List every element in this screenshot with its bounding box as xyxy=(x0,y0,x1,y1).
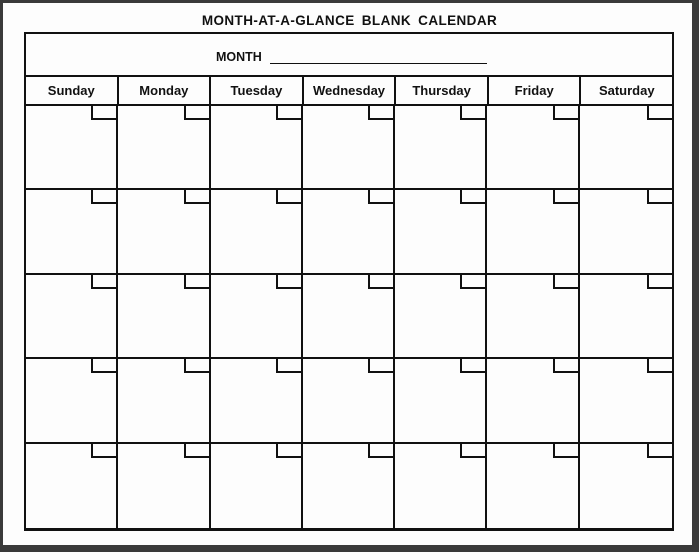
day-cell[interactable] xyxy=(118,444,210,528)
date-number-box[interactable] xyxy=(647,106,672,120)
day-cell[interactable] xyxy=(580,359,672,443)
date-number-box[interactable] xyxy=(647,359,672,373)
weekday-wednesday: Wednesday xyxy=(304,77,397,104)
date-number-box[interactable] xyxy=(276,190,301,204)
date-number-box[interactable] xyxy=(91,444,116,458)
day-cell[interactable] xyxy=(487,190,579,274)
month-label: MONTH xyxy=(216,50,262,64)
date-number-box[interactable] xyxy=(368,106,393,120)
date-number-box[interactable] xyxy=(553,359,578,373)
weekday-tuesday: Tuesday xyxy=(211,77,304,104)
day-cell[interactable] xyxy=(580,190,672,274)
day-cell[interactable] xyxy=(395,275,487,359)
date-number-box[interactable] xyxy=(647,444,672,458)
day-cell[interactable] xyxy=(26,190,118,274)
day-cell[interactable] xyxy=(118,359,210,443)
date-number-box[interactable] xyxy=(460,275,485,289)
date-number-box[interactable] xyxy=(368,359,393,373)
day-cell[interactable] xyxy=(580,444,672,528)
day-cell[interactable] xyxy=(395,190,487,274)
date-number-box[interactable] xyxy=(184,190,209,204)
day-grid xyxy=(26,106,672,528)
date-number-box[interactable] xyxy=(184,275,209,289)
day-cell[interactable] xyxy=(487,106,579,190)
date-number-box[interactable] xyxy=(553,190,578,204)
weekday-header-row xyxy=(26,77,672,106)
date-number-box[interactable] xyxy=(368,275,393,289)
day-cell[interactable] xyxy=(26,275,118,359)
calendar-table xyxy=(24,32,674,531)
day-cell[interactable] xyxy=(580,106,672,190)
day-cell[interactable] xyxy=(395,444,487,528)
date-number-box[interactable] xyxy=(553,444,578,458)
day-cell[interactable] xyxy=(211,444,303,528)
date-number-box[interactable] xyxy=(276,444,301,458)
day-cell[interactable] xyxy=(487,359,579,443)
month-header xyxy=(26,34,672,77)
day-cell[interactable] xyxy=(487,444,579,528)
day-cell[interactable] xyxy=(487,275,579,359)
day-cell[interactable] xyxy=(303,275,395,359)
date-number-box[interactable] xyxy=(553,106,578,120)
day-cell[interactable] xyxy=(211,275,303,359)
date-number-box[interactable] xyxy=(184,444,209,458)
date-number-box[interactable] xyxy=(91,275,116,289)
day-cell[interactable] xyxy=(395,359,487,443)
date-number-box[interactable] xyxy=(91,359,116,373)
page-title: MONTH-AT-A-GLANCE BLANK CALENDAR xyxy=(201,13,498,28)
day-cell[interactable] xyxy=(118,275,210,359)
date-number-box[interactable] xyxy=(368,444,393,458)
date-number-box[interactable] xyxy=(276,359,301,373)
day-cell[interactable] xyxy=(211,106,303,190)
date-number-box[interactable] xyxy=(647,275,672,289)
day-cell[interactable] xyxy=(26,359,118,443)
day-cell[interactable] xyxy=(395,106,487,190)
day-cell[interactable] xyxy=(26,106,118,190)
date-number-box[interactable] xyxy=(184,106,209,120)
day-cell[interactable] xyxy=(211,190,303,274)
day-cell[interactable] xyxy=(118,190,210,274)
date-number-box[interactable] xyxy=(553,275,578,289)
day-cell[interactable] xyxy=(26,444,118,528)
day-cell[interactable] xyxy=(118,106,210,190)
weekday-friday: Friday xyxy=(489,77,582,104)
date-number-box[interactable] xyxy=(91,106,116,120)
date-number-box[interactable] xyxy=(368,190,393,204)
date-number-box[interactable] xyxy=(460,106,485,120)
day-cell[interactable] xyxy=(303,444,395,528)
day-cell[interactable] xyxy=(211,359,303,443)
weekday-saturday: Saturday xyxy=(598,83,655,98)
date-number-box[interactable] xyxy=(276,106,301,120)
day-cell[interactable] xyxy=(303,106,395,190)
date-number-box[interactable] xyxy=(184,359,209,373)
weekday-sunday: Sunday xyxy=(26,77,119,104)
date-number-box[interactable] xyxy=(460,190,485,204)
date-number-box[interactable] xyxy=(460,359,485,373)
weekday-monday: Monday xyxy=(119,77,212,104)
day-cell[interactable] xyxy=(303,359,395,443)
weekday-thursday: Thursday xyxy=(396,77,489,104)
date-number-box[interactable] xyxy=(276,275,301,289)
date-number-box[interactable] xyxy=(91,190,116,204)
month-input-line[interactable] xyxy=(270,63,487,64)
date-number-box[interactable] xyxy=(460,444,485,458)
day-cell[interactable] xyxy=(303,190,395,274)
day-cell[interactable] xyxy=(580,275,672,359)
date-number-box[interactable] xyxy=(647,190,672,204)
